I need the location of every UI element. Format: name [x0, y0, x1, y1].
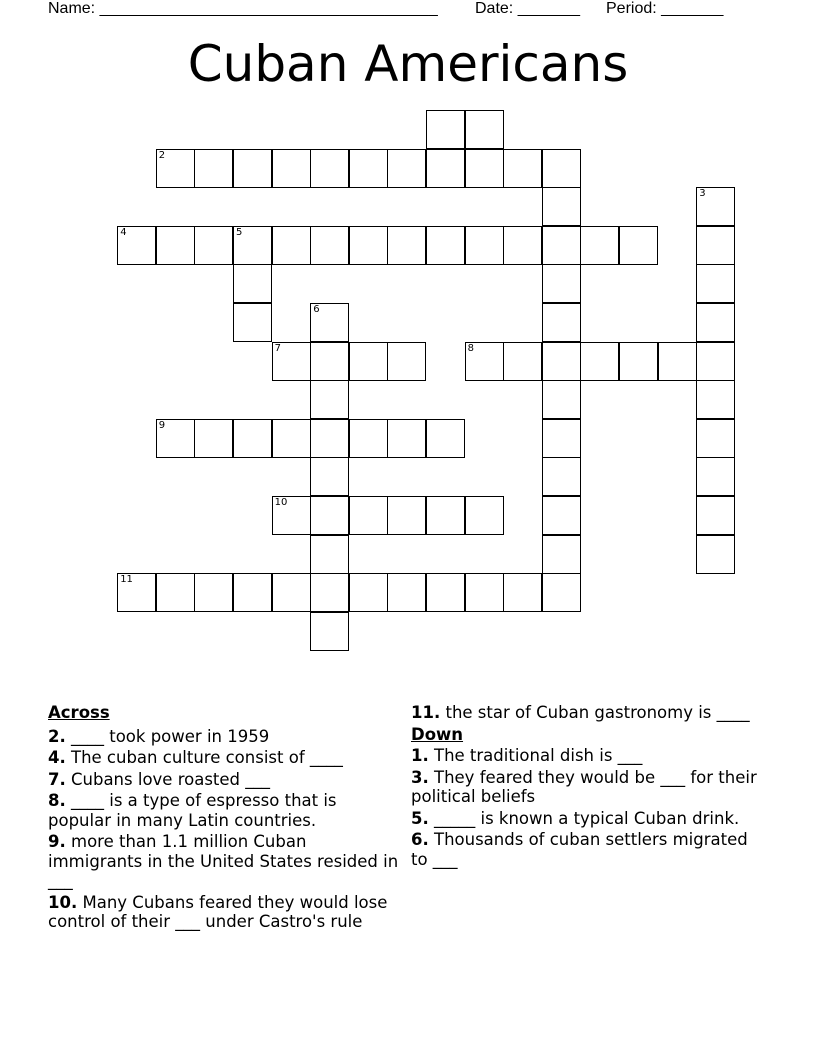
clue-number: 4	[120, 226, 127, 238]
clue-number: 11	[120, 574, 133, 586]
grid-cell[interactable]	[387, 496, 426, 535]
grid-cell[interactable]	[503, 342, 542, 381]
grid-cell[interactable]	[117, 226, 156, 265]
grid-cell[interactable]	[696, 264, 735, 303]
grid-cell[interactable]	[542, 457, 581, 496]
grid-cell[interactable]	[272, 419, 311, 458]
clue-across-4: 4. The cuban culture consist of ____	[48, 748, 343, 767]
page-title: Cuban Americans	[187, 35, 629, 93]
grid-cell[interactable]	[349, 573, 388, 612]
grid-cell[interactable]	[349, 419, 388, 458]
grid-cell[interactable]	[117, 573, 156, 612]
grid-cell[interactable]	[349, 496, 388, 535]
grid-cell[interactable]	[426, 226, 465, 265]
grid-cell[interactable]	[233, 149, 272, 188]
grid-cell[interactable]	[156, 226, 195, 265]
grid-cell[interactable]	[194, 149, 233, 188]
grid-cell[interactable]	[233, 264, 272, 303]
clue-across-11: 11. the star of Cuban gastronomy is ____	[411, 703, 750, 722]
grid-cell[interactable]	[194, 573, 233, 612]
grid-cell[interactable]	[310, 419, 349, 458]
grid-cell[interactable]	[310, 457, 349, 496]
grid-cell[interactable]	[233, 573, 272, 612]
across-heading: Across	[48, 703, 110, 722]
grid-cell[interactable]	[310, 380, 349, 419]
grid-cell[interactable]	[465, 496, 504, 535]
grid-cell[interactable]	[310, 612, 349, 651]
grid-cell[interactable]	[194, 226, 233, 265]
grid-cell[interactable]	[542, 303, 581, 342]
grid-cell[interactable]	[233, 419, 272, 458]
grid-cell[interactable]	[658, 342, 697, 381]
grid-cell[interactable]	[194, 419, 233, 458]
grid-cell[interactable]	[272, 149, 311, 188]
across-clues	[48, 703, 400, 934]
grid-cell[interactable]	[696, 342, 735, 381]
grid-cell[interactable]	[233, 303, 272, 342]
grid-cell[interactable]	[465, 573, 504, 612]
grid-cell[interactable]	[310, 535, 349, 574]
grid-cell[interactable]	[272, 342, 311, 381]
grid-cell[interactable]	[503, 149, 542, 188]
clue-down-3: 3. They feared they would be ___ for their political beliefs	[411, 767, 757, 806]
clue-number: 10	[274, 497, 288, 508]
clue-across-2: 2. ____ took power in 1959	[48, 726, 270, 746]
grid-cell[interactable]	[310, 303, 349, 342]
clue-across-9: 9. more than 1.1 million Cuban immigrants in the United States resided in ___	[48, 832, 399, 890]
name-field-label: Name: ______________________________________	[48, 0, 438, 17]
grid-cell[interactable]	[387, 419, 426, 458]
grid-cell[interactable]	[696, 535, 735, 574]
grid-cell[interactable]	[580, 342, 619, 381]
grid-cell[interactable]	[465, 110, 504, 149]
grid-cell[interactable]	[349, 149, 388, 188]
grid-cell[interactable]	[310, 226, 349, 265]
clue-number: 3	[699, 188, 706, 200]
grid-cell[interactable]	[387, 342, 426, 381]
clue-down-5: 5. _____ is known a typical Cuban drink.	[411, 808, 740, 828]
grid-cell[interactable]	[426, 496, 465, 535]
grid-cell[interactable]	[503, 573, 542, 612]
grid-cell[interactable]	[542, 380, 581, 419]
grid-cell[interactable]	[387, 226, 426, 265]
grid-cell[interactable]	[580, 226, 619, 265]
grid-cell[interactable]	[156, 573, 195, 612]
grid-cell[interactable]	[310, 496, 349, 535]
grid-cell[interactable]	[310, 573, 349, 612]
clue-down-1: 1. The traditional dish is ___	[411, 746, 643, 765]
grid-cell[interactable]	[542, 573, 581, 612]
grid-cell[interactable]	[272, 573, 311, 612]
grid-cell[interactable]	[696, 380, 735, 419]
grid-cell[interactable]	[426, 110, 465, 149]
grid-cell[interactable]	[465, 226, 504, 265]
grid-cell[interactable]	[387, 573, 426, 612]
grid-cell[interactable]	[696, 303, 735, 342]
grid-cell[interactable]	[426, 419, 465, 458]
grid-cell[interactable]	[272, 226, 311, 265]
grid-cell[interactable]	[349, 342, 388, 381]
grid-cell[interactable]	[542, 149, 581, 188]
grid-cell[interactable]	[465, 342, 504, 381]
period-field-label: Period: _______	[606, 0, 724, 17]
grid-cell[interactable]	[542, 187, 581, 226]
clue-across-10: 10. Many Cubans feared they would lose control of their ___ under Castro's rule	[48, 892, 388, 931]
clue-number: 2	[158, 149, 166, 161]
grid-cell[interactable]	[156, 419, 195, 458]
grid-cell[interactable]	[426, 149, 465, 188]
grid-cell[interactable]	[387, 149, 426, 188]
date-field-label: Date: _______	[475, 0, 580, 17]
grid-cell[interactable]	[542, 419, 581, 458]
grid-cell[interactable]	[310, 342, 349, 381]
grid-cell[interactable]	[696, 226, 735, 265]
grid-cell[interactable]	[696, 496, 735, 535]
grid-cell[interactable]	[465, 149, 504, 188]
clue-number: 6	[313, 304, 320, 315]
clue-across-7: 7. Cubans love roasted ___	[48, 769, 271, 789]
clue-across-8: 8. ____ is a type of espresso that is popular in many Latin countries.	[48, 791, 337, 830]
grid-cell[interactable]	[233, 226, 272, 265]
grid-cell[interactable]	[542, 226, 581, 265]
grid-cell[interactable]	[272, 496, 311, 535]
right-column-clues	[411, 703, 761, 871]
clue-down-6: 6. Thousands of cuban settlers migrated to ___	[411, 830, 748, 869]
grid-cell[interactable]	[349, 226, 388, 265]
grid-cell[interactable]	[542, 535, 581, 574]
clue-number: 5	[236, 226, 243, 238]
clue-number: 9	[158, 419, 166, 431]
clue-number: 7	[274, 342, 281, 354]
grid-cell[interactable]	[503, 226, 542, 265]
grid-cell[interactable]	[156, 149, 195, 188]
grid-cell[interactable]	[542, 496, 581, 535]
grid-cell[interactable]	[426, 573, 465, 612]
grid-cell[interactable]	[542, 264, 581, 303]
down-heading: Down	[411, 724, 464, 744]
grid-cell[interactable]	[310, 149, 349, 188]
grid-cell[interactable]	[696, 187, 735, 226]
grid-cell[interactable]	[542, 342, 581, 381]
grid-cell[interactable]	[696, 419, 735, 458]
grid-cell[interactable]	[696, 457, 735, 496]
clue-number: 8	[467, 342, 474, 354]
grid-cell[interactable]	[619, 226, 658, 265]
grid-cell[interactable]	[619, 342, 658, 381]
